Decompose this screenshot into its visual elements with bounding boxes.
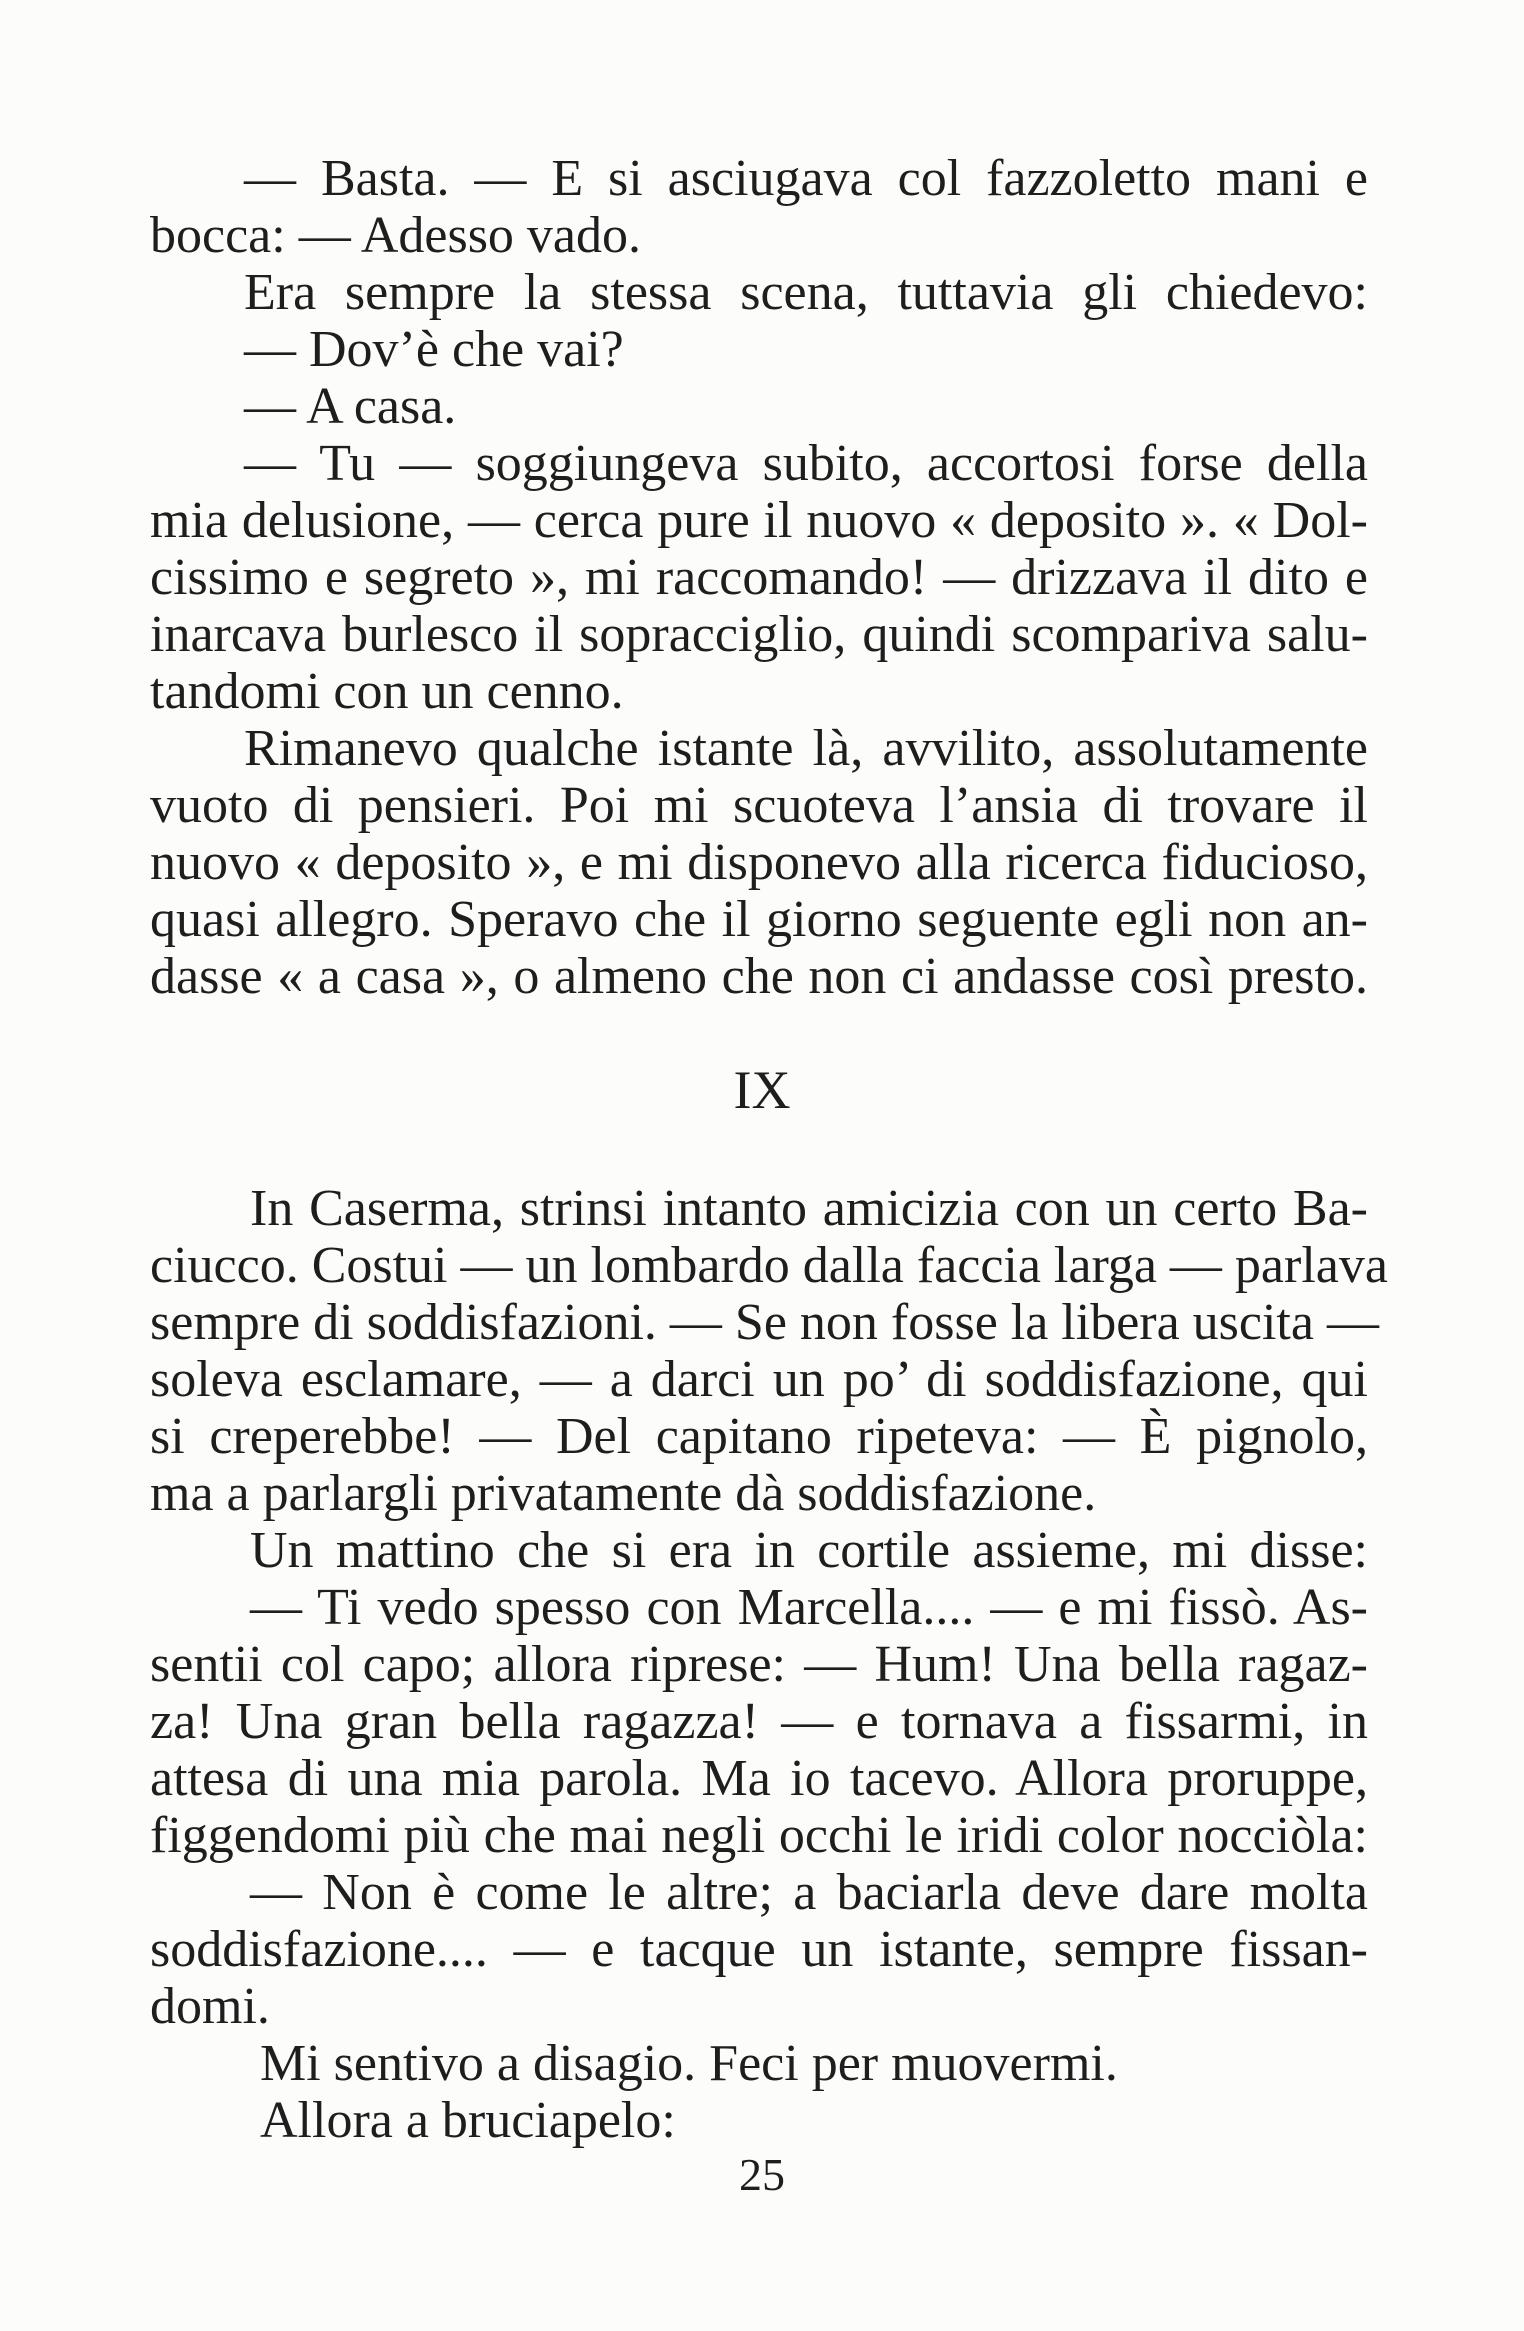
text-line: Era sempre la stessa scena, tuttavia gli chiedevo:	[244, 264, 1368, 321]
text-line: tandomi con un cenno.	[150, 663, 624, 720]
text-line: inarcava burlesco il sopracciglio, quindi scompariva salu-	[150, 606, 1368, 663]
text-section-1	[150, 150, 1368, 1005]
text-line: dasse « a casa », o almeno che non ci andasse così presto.	[150, 948, 1368, 1005]
text-line: Allora a bruciapelo:	[260, 2092, 676, 2149]
chapter-heading: IX	[733, 1060, 791, 1120]
page-number: 25	[739, 2149, 785, 2200]
text-line: soddisfazione.... — e tacque un istante, sempre fissan-	[150, 1921, 1368, 1978]
text-line: vuoto di pensieri. Poi mi scuoteva l’ansia di trovare il	[150, 777, 1368, 834]
text-line: — Non è come le altre; a baciarla deve dare molta	[250, 1864, 1368, 1921]
text-line: sentii col capo; allora riprese: — Hum! Una bella ragaz-	[150, 1636, 1368, 1693]
text-line: cissimo e segreto », mi raccomando! — drizzava il dito e	[150, 549, 1368, 606]
text-line: Un mattino che si era in cortile assieme, mi disse:	[250, 1522, 1368, 1579]
text-line: sempre di soddisfazioni. — Se non fosse la libera uscita —	[150, 1294, 1379, 1351]
text-line: domi.	[150, 1978, 270, 2035]
text-line: ciucco. Costui — un lombardo dalla faccia larga — parlava	[150, 1237, 1388, 1294]
text-line: — Ti vedo spesso con Marcella.... — e mi fissò. As-	[250, 1579, 1368, 1636]
text-line: nuovo « deposito », e mi disponevo alla ricerca fiducioso,	[150, 834, 1368, 891]
text-line: quasi allegro. Speravo che il giorno seguente egli non an-	[150, 891, 1368, 948]
text-line: soleva esclamare, — a darci un po’ di soddisfazione, qui	[150, 1351, 1368, 1408]
text-line: ma a parlargli privatamente dà soddisfazione.	[150, 1465, 1097, 1522]
text-line: — A casa.	[244, 378, 457, 435]
text-line: za! Una gran bella ragazza! — e tornava a fissarmi, in	[150, 1693, 1368, 1750]
text-section-2	[150, 1180, 1388, 2149]
text-line: bocca: — Adesso vado.	[150, 207, 642, 264]
text-line: figgendomi più che mai negli occhi le iridi color nocciòla:	[150, 1807, 1368, 1864]
text-line: mia delusione, — cerca pure il nuovo « deposito ». « Dol-	[150, 492, 1368, 549]
text-line: In Caserma, strinsi intanto amicizia con un certo Ba-	[250, 1180, 1368, 1237]
text-line: Mi sentivo a disagio. Feci per muovermi.	[260, 2035, 1118, 2092]
text-line: si creperebbe! — Del capitano ripeteva: — È pignolo,	[150, 1408, 1368, 1465]
text-line: — Tu — soggiungeva subito, accortosi forse della	[244, 435, 1368, 492]
text-line: attesa di una mia parola. Ma io tacevo. Allora proruppe,	[150, 1750, 1368, 1807]
text-line: — Basta. — E si asciugava col fazzoletto mani e	[244, 150, 1368, 207]
text-line: — Dov’è che vai?	[244, 321, 624, 378]
text-line: Rimanevo qualche istante là, avvilito, assolutamente	[244, 720, 1368, 777]
